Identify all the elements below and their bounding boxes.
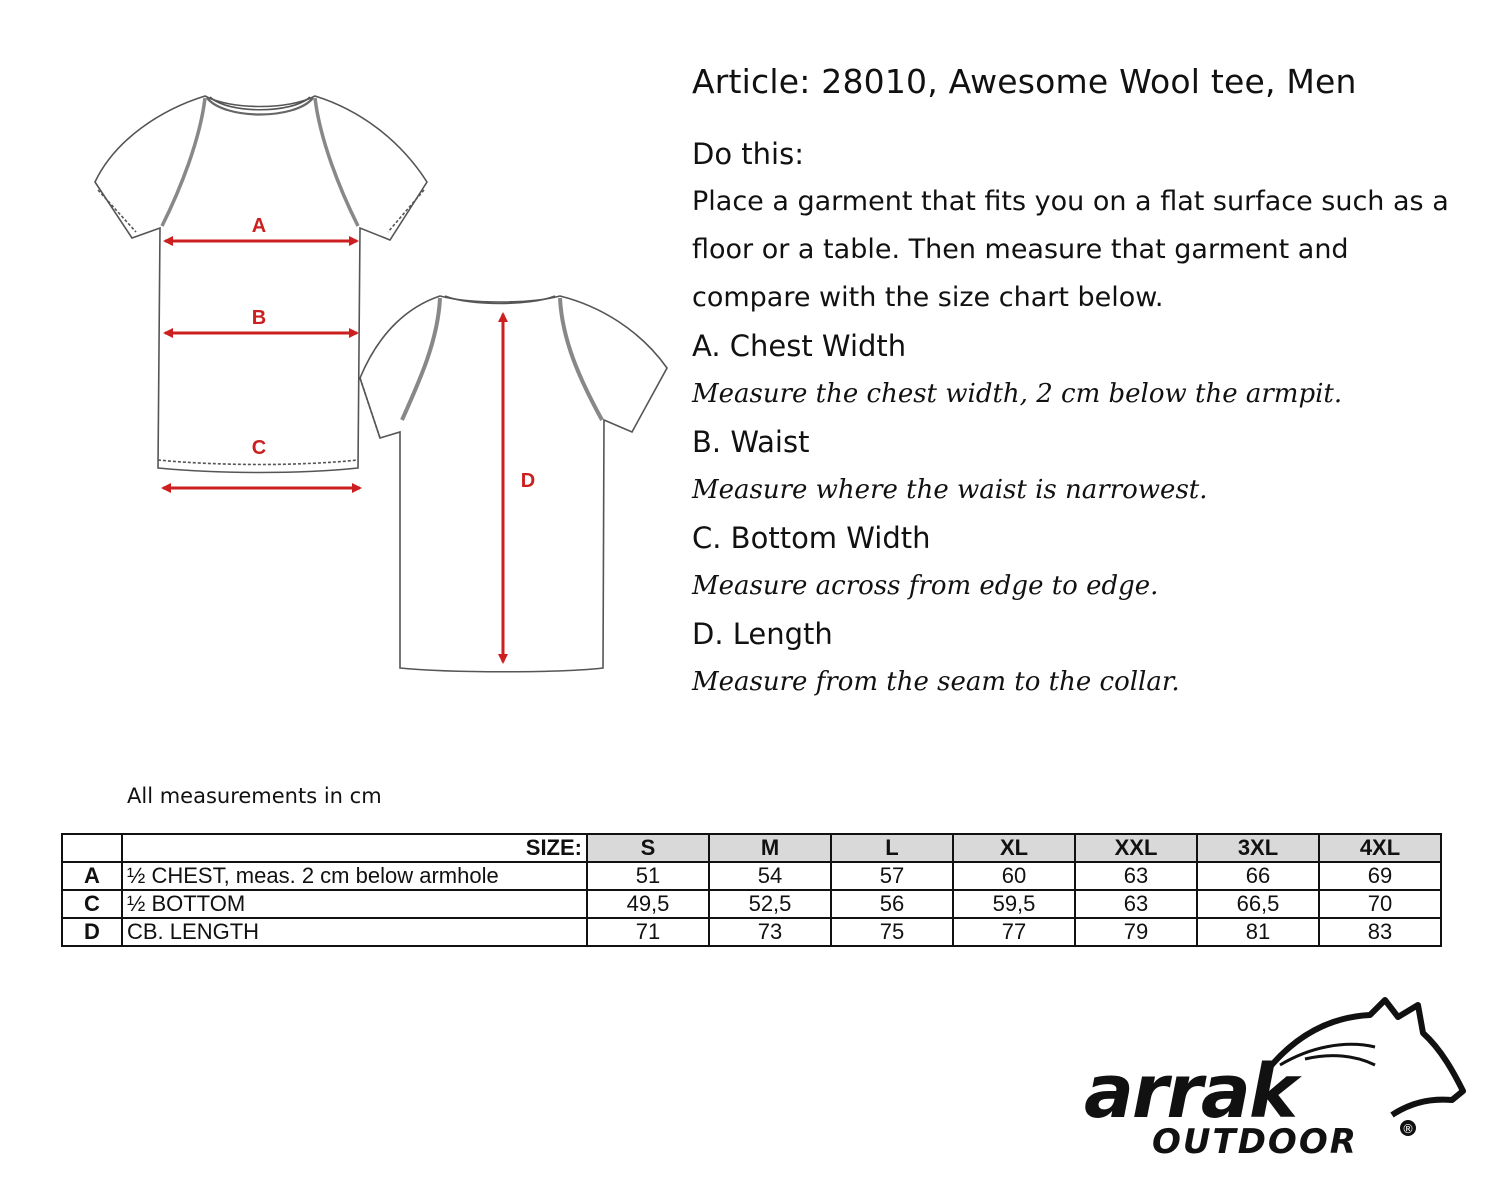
measure-desc-a: Measure the chest width, 2 cm below the armpit. [692,379,1343,409]
table-cell: 63 [1075,862,1197,890]
table-cell: 54 [709,862,831,890]
size-header-cell: L [831,834,953,862]
units-note: All measurements in cm [127,784,382,808]
measure-desc-b: Measure where the waist is narrowest. [692,475,1208,505]
table-row [62,862,1441,890]
brand-wordmark: arrak [1084,1049,1297,1135]
size-header-cell: XXL [1075,834,1197,862]
table-cell: 71 [587,918,709,946]
size-label: SIZE: [122,834,587,862]
instructions-column [692,56,1482,706]
measure-title-d: D. Length [692,617,833,651]
table-cell: 60 [953,862,1075,890]
table-cell: 57 [831,862,953,890]
registered-mark: ® [1402,1122,1414,1136]
table-row [62,918,1441,946]
header-blank-cell [62,834,122,862]
size-header-row [62,834,1441,862]
instruction-line: floor or a table. Then measure that garment and [692,234,1349,265]
row-code: A [62,862,122,890]
size-table [61,833,1442,947]
size-header-cell: 3XL [1197,834,1319,862]
size-header-cell: 4XL [1319,834,1441,862]
table-cell: 63 [1075,890,1197,918]
article-title: Article: 28010, Awesome Wool tee, Men [692,62,1357,101]
measure-title-a: A. Chest Width [692,329,907,363]
table-cell: 70 [1319,890,1441,918]
table-cell: 66,5 [1197,890,1319,918]
row-label: ½ BOTTOM [122,890,587,918]
measure-title-c: C. Bottom Width [692,521,931,555]
brand-subline: OUTDOOR [1152,1122,1358,1162]
arrak-outdoor-logo [1080,995,1480,1165]
table-cell: 51 [587,862,709,890]
table-cell: 49,5 [587,890,709,918]
size-header-cell: S [587,834,709,862]
measure-desc-c: Measure across from edge to edge. [692,571,1159,601]
table-cell: 59,5 [953,890,1075,918]
table-cell: 81 [1197,918,1319,946]
table-cell: 56 [831,890,953,918]
tee-back-view [360,296,667,672]
label-c: C [251,437,267,459]
row-code: D [62,918,122,946]
table-cell: 79 [1075,918,1197,946]
row-label: CB. LENGTH [122,918,587,946]
instruction-line: compare with the size chart below. [692,282,1164,313]
table-cell: 75 [831,918,953,946]
measure-title-b: B. Waist [692,425,810,459]
label-a: A [251,215,267,237]
table-cell: 66 [1197,862,1319,890]
table-cell: 77 [953,918,1075,946]
row-code: C [62,890,122,918]
table-row [62,890,1441,918]
table-cell: 69 [1319,862,1441,890]
table-cell: 52,5 [709,890,831,918]
size-header-cell: M [709,834,831,862]
instruction-line: Place a garment that fits you on a flat surface such as a [692,186,1449,217]
garment-diagram [0,0,690,700]
measure-desc-d: Measure from the seam to the collar. [692,667,1180,697]
size-header-cell: XL [953,834,1075,862]
label-d: D [520,470,536,492]
table-cell: 73 [709,918,831,946]
table-cell: 83 [1319,918,1441,946]
instructions-heading: Do this: [692,137,804,171]
registered-icon [1400,1120,1416,1136]
row-label: ½ CHEST, meas. 2 cm below armhole [122,862,587,890]
label-b: B [251,307,267,329]
